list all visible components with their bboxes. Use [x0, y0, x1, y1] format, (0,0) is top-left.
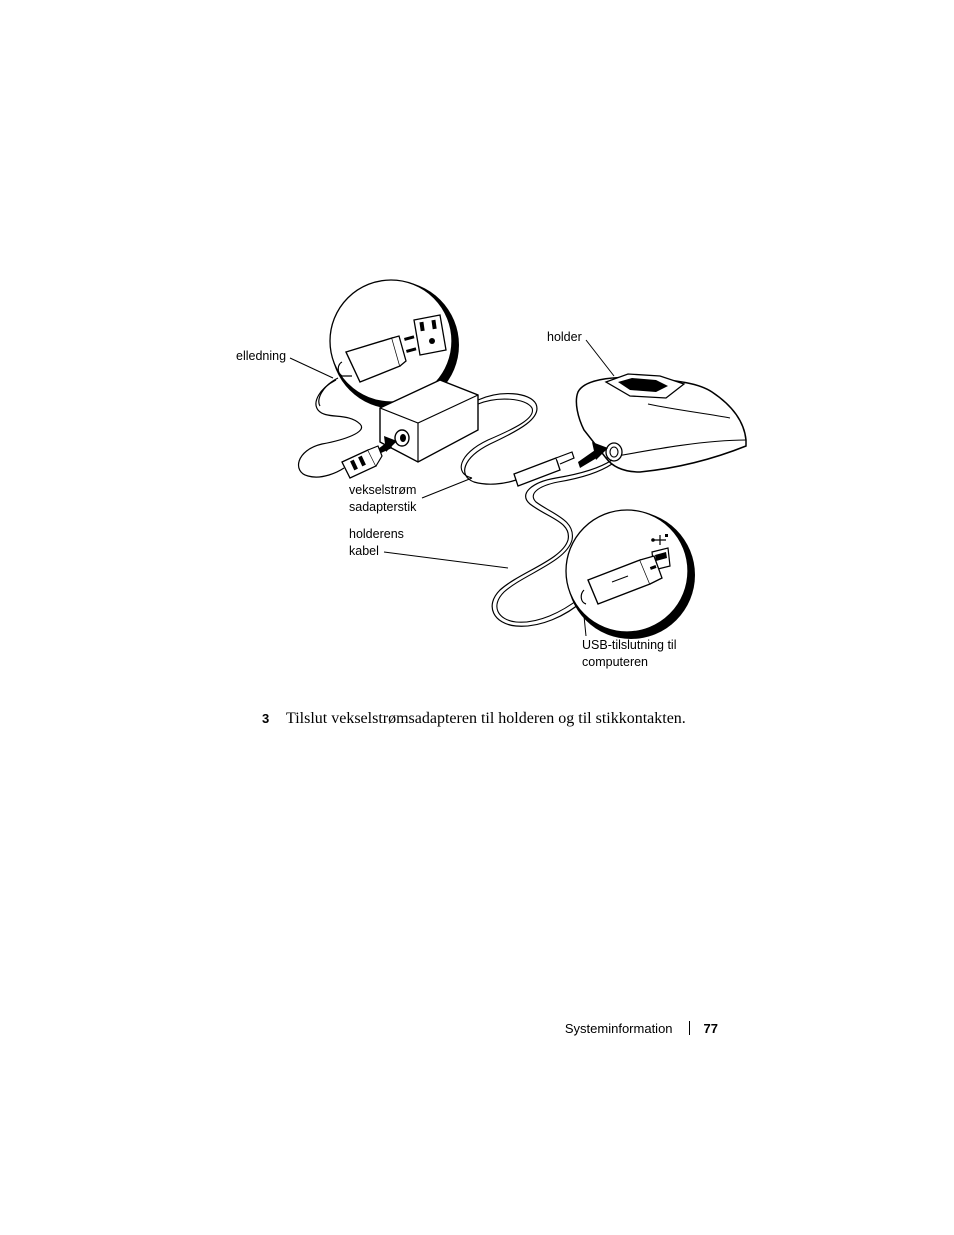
holder-icon: [576, 374, 746, 472]
page-footer: [565, 1019, 718, 1039]
step-number: 3: [262, 711, 270, 726]
wall-outlet-icon: [414, 315, 446, 355]
callout-usb-line2: computeren: [582, 655, 649, 669]
callout-holder-cable-line2: kabel: [349, 544, 379, 558]
step-text: Tilslut vekselstrømsadapteren til holderen og til stikkontakten.: [286, 710, 686, 727]
callout-holder-cable-line1: holderens: [349, 527, 404, 541]
page-number: 77: [703, 1021, 718, 1036]
footer-separator: [689, 1021, 690, 1035]
callout-holder: holder: [547, 330, 582, 344]
usb-inset: [566, 510, 695, 639]
callout-adapter-connector-line2: sadapterstik: [349, 500, 417, 514]
cord-connector-icon: [342, 446, 382, 478]
callout-holder-cable: [349, 526, 404, 560]
footer-section-title: Systeminformation: [564, 1021, 673, 1036]
callout-power-cord: elledning: [236, 349, 287, 363]
callout-adapter-connector: [349, 482, 416, 516]
callout-adapter-connector-line1: vekselstrøm: [349, 483, 417, 497]
callout-usb-connection: [582, 637, 676, 671]
step-instruction: [262, 708, 686, 730]
callout-usb-line1: USB-tilslutning til: [582, 638, 677, 652]
